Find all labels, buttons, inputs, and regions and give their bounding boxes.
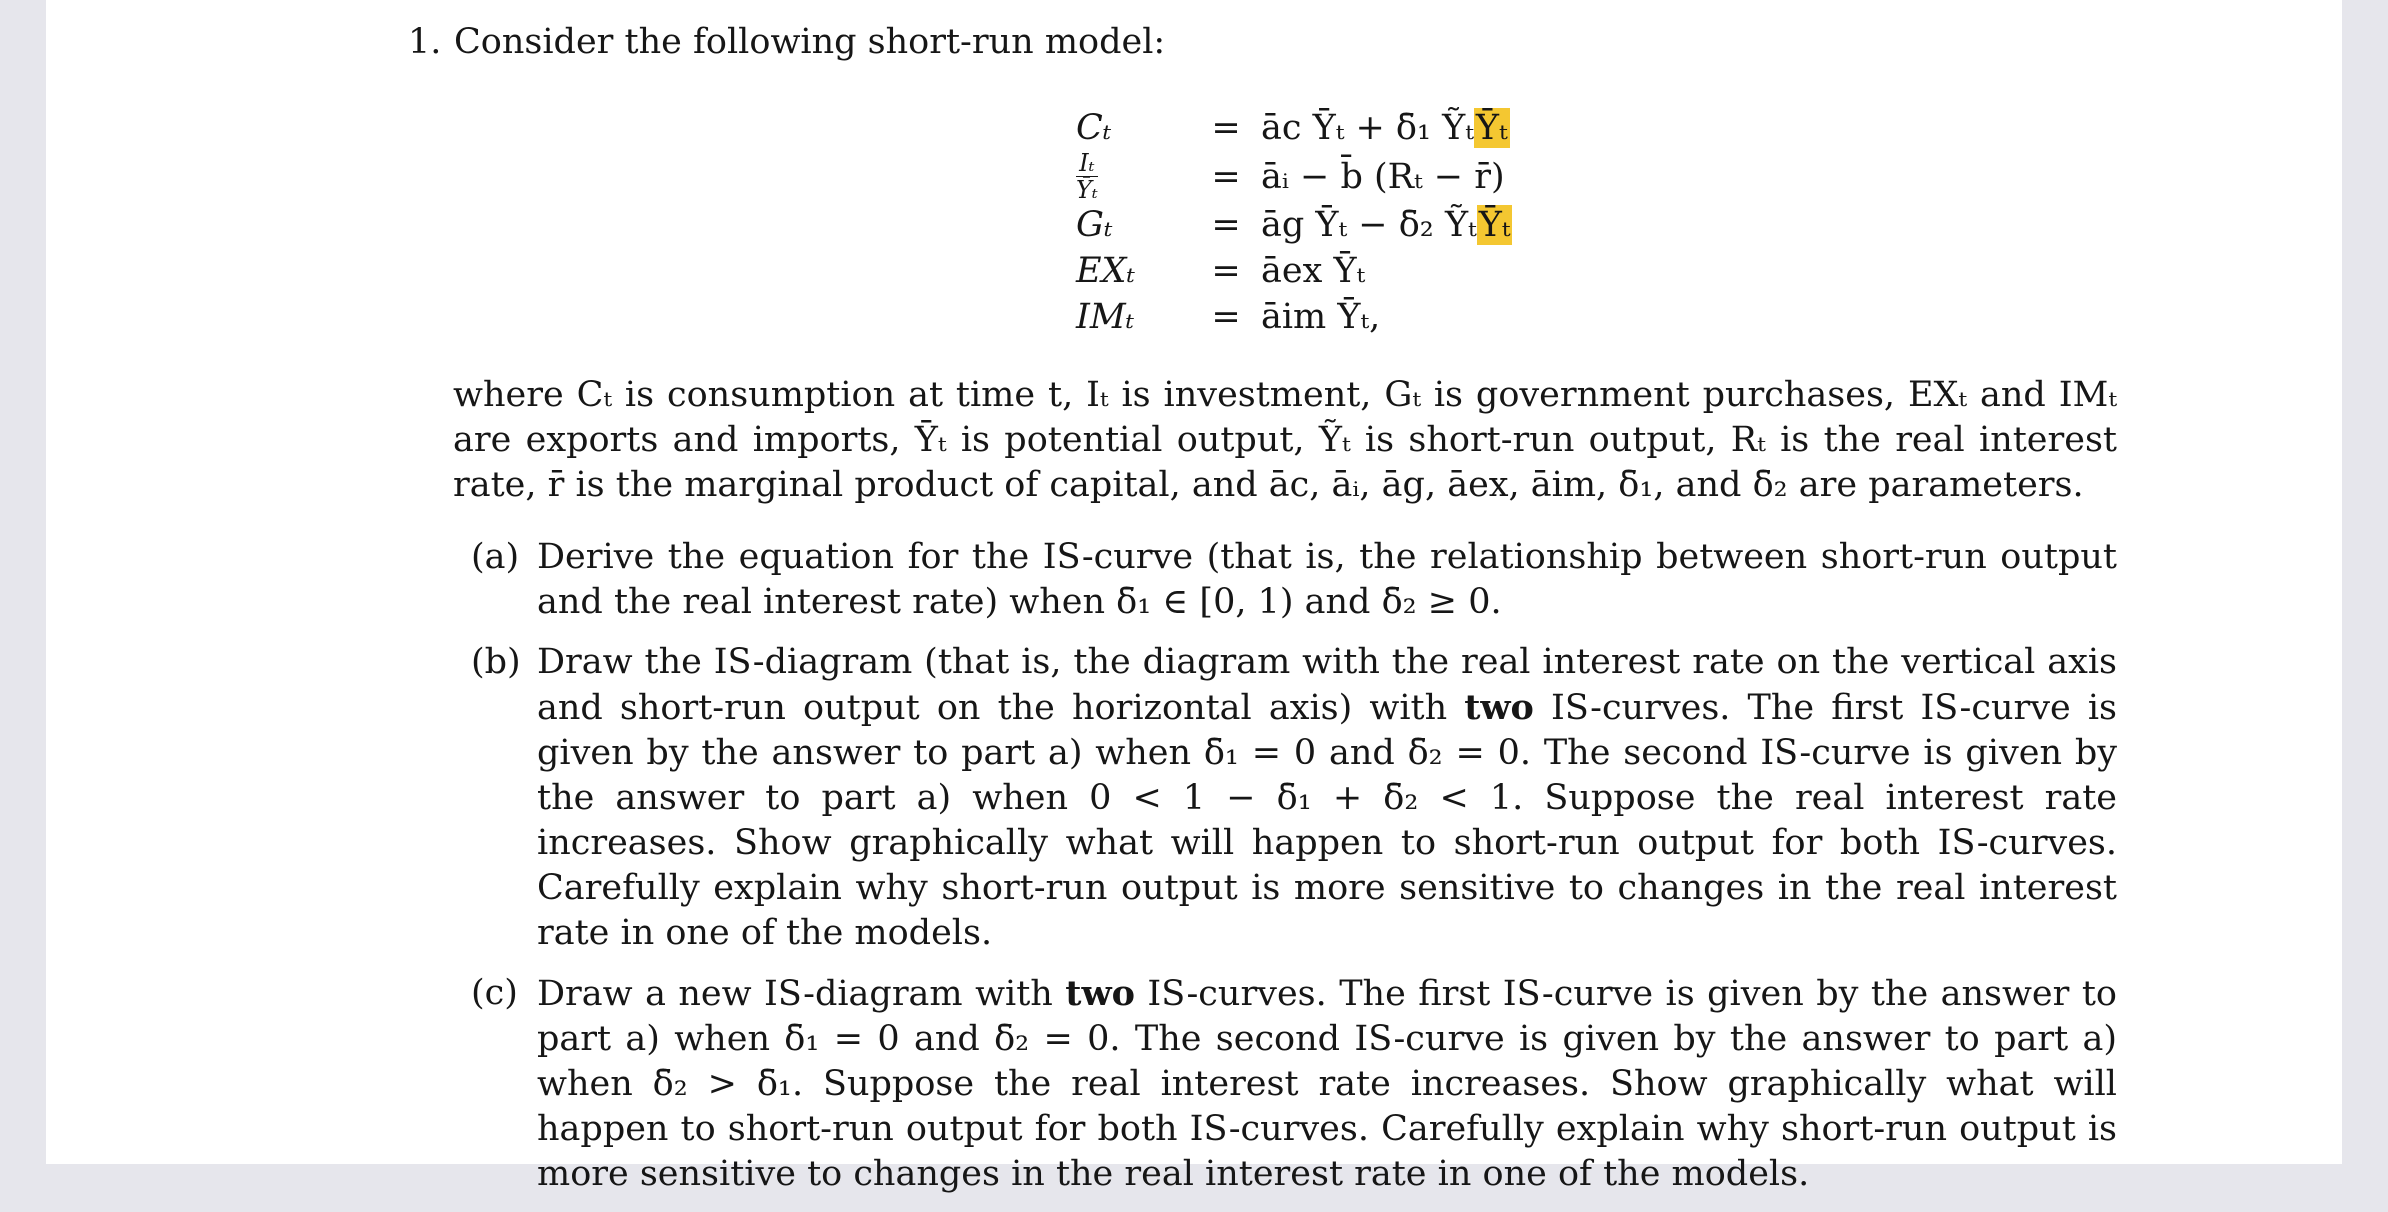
equation-consumption [1076, 105, 1512, 151]
question-parts [453, 535, 2117, 1212]
part-c [453, 971, 2117, 1197]
part-text: Draw a new IS-diagram with [537, 974, 1053, 1014]
equation-lhs: Gₜ [1076, 205, 1113, 245]
equals-sign: = [1211, 205, 1241, 245]
investment-ratio: $\frac{\text{Iₜ}}{\text{Ȳₜ}}$ [1076, 149, 1098, 204]
part-label: (a) [471, 537, 520, 577]
equation-government [1076, 202, 1512, 248]
equation-imports [1076, 294, 1512, 340]
equation-rhs: āex Ȳₜ [1261, 251, 1366, 291]
part-text: Derive the equation for the IS-curve (that is, the relationship between short-run output and the real interest rate) when δ̄₁ ∈ [0, 1) and δ̄₂ ≥ 0. [537, 537, 2117, 622]
question-number: 1. [408, 22, 442, 62]
emphasis-two: two [1464, 687, 1534, 728]
equals-sign: = [1211, 297, 1241, 337]
part-label: (c) [471, 973, 518, 1013]
equation-rhs: āᵢ − b̄ (Rₜ − r̄) [1261, 156, 1505, 197]
equation-rhs: āc Ȳₜ + δ̄₁ ỸₜȲₜ [1261, 108, 1508, 148]
highlighted-term: Ȳₜ [1475, 108, 1508, 148]
part-text-continued: IS-curves. The first IS-curve is given by the answer to part a) when δ̄₁ = 0 and δ̄₂ = 0. The second IS-curve is given by the answer to part a) when δ̄₂ > δ̄₁. Suppose the real interest rate increases. Show graphically what will happen to short-run output for both IS-curves. Carefully explain why short-run output is more sensitive to changes in the real interest rate in one of the models. [537, 974, 2117, 1194]
equation-rhs: āg Ȳₜ − δ̄₂ ỸₜȲₜ [1261, 205, 1511, 245]
part-a [453, 535, 2117, 625]
part-label: (b) [471, 642, 521, 682]
equation-exports [1076, 248, 1512, 294]
part-text-continued: IS-curves. The first IS-curve is given by the answer to part a) when δ̄₁ = 0 and δ̄₂ = 0. The second IS-curve is given by the answer to part a) when 0 < 1 − δ̄₁ + δ̄₂ < 1. Suppose the real interest rate increases. Show graphically what will happen to short-run output for both IS-curves. Carefully explain why short-run output is more sensitive to changes in the real interest rate in one of the models. [537, 688, 2117, 953]
equals-sign: = [1211, 156, 1241, 197]
highlighted-term: Ȳₜ [1478, 205, 1511, 245]
equation-lhs: EXₜ [1076, 251, 1136, 291]
equation-lhs [1076, 151, 1191, 202]
part-b [453, 640, 2117, 956]
question-heading [408, 22, 1165, 62]
part-text: Draw the IS-diagram (that is, the diagram with the real interest rate on the vertical axis and short-run output on the horizontal axis) with [537, 642, 2117, 728]
equals-sign: = [1211, 251, 1241, 291]
equation-investment [1076, 151, 1512, 202]
equals-sign: = [1211, 108, 1241, 148]
equation-lhs: Cₜ [1076, 108, 1112, 148]
equation-lhs: IMₜ [1076, 297, 1135, 337]
variable-definitions: where Cₜ is consumption at time t, Iₜ is investment, Gₜ is government purchases, EXₜ and IMₜ are exports and imports, Ȳₜ is potential output, Ỹₜ is short-run output, Rₜ is the real interest rate, r̄ is the marginal product of capital, and āc, āᵢ, āg, āex, āim, δ̄₁, and δ̄₂ are parameters. [453, 375, 2117, 505]
document-page [46, 0, 2342, 1194]
emphasis-two: two [1065, 973, 1135, 1014]
equation-rhs: āim Ȳₜ, [1261, 297, 1381, 337]
question-title: Consider the following short-run model: [454, 22, 1166, 62]
model-equations [1076, 105, 1512, 340]
